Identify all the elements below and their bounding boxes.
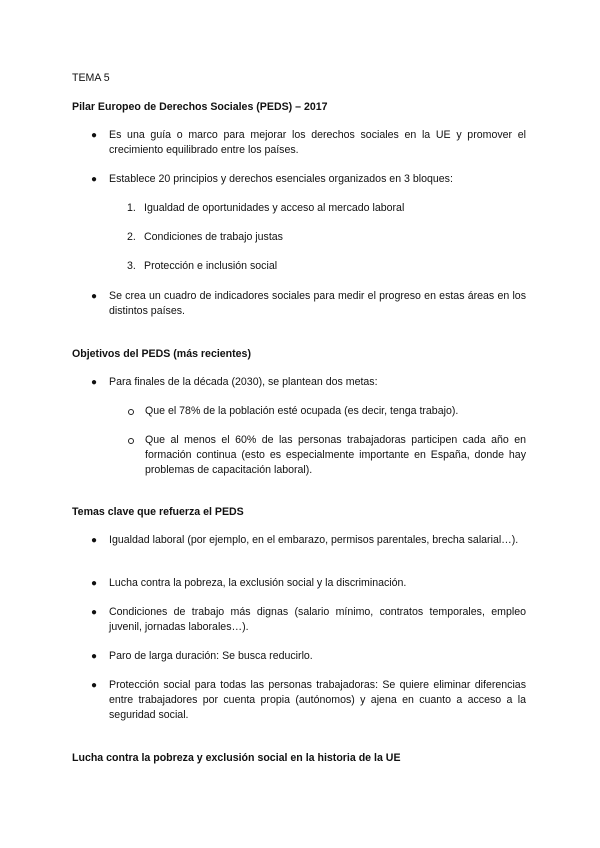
hollow-bullet-icon [128, 438, 134, 444]
bullet-icon: ● [91, 174, 98, 185]
bullet-text: Condiciones de trabajo más dignas (salario mínimo, contratos temporales, empleo juvenil, jornadas laborales…). [109, 606, 526, 633]
list-number: 2. [127, 231, 136, 243]
bullet-text: Igualdad laboral (por ejemplo, en el embarazo, permisos parentales, brecha salarial…). [109, 534, 519, 546]
list-item: Protección e inclusión social [144, 260, 278, 272]
hollow-bullet-icon [128, 409, 134, 415]
section-heading-peds: Pilar Europeo de Derechos Sociales (PEDS) – 2017 [72, 101, 328, 113]
section-heading-objetivos: Objetivos del PEDS (más recientes) [72, 348, 251, 360]
bullet-text: Se crea un cuadro de indicadores sociales para medir el progreso en estas áreas en los distintos países. [109, 290, 526, 317]
sub-bullet-text: Que al menos el 60% de las personas trabajadoras participen cada año en formación continua (esto es especialmente importante en España, donde hay problemas de capacitación laboral). [145, 434, 526, 476]
list-number: 1. [127, 202, 136, 214]
bullet-icon: ● [91, 680, 98, 691]
section-heading-temas: Temas clave que refuerza el PEDS [72, 506, 244, 518]
bullet-icon: ● [91, 377, 98, 388]
bullet-icon: ● [91, 651, 98, 662]
list-item: Igualdad de oportunidades y acceso al mercado laboral [144, 202, 405, 214]
bullet-text: Es una guía o marco para mejorar los derechos sociales en la UE y promover el crecimiento equilibrado entre los países. [109, 129, 526, 156]
bullet-text: Protección social para todas las personas trabajadoras: Se quiere eliminar diferencias entre trabajadores por cuenta propia (autónomos) y ajena en cuanto a acceso a la seguridad social. [109, 679, 526, 721]
bullet-icon: ● [91, 291, 98, 302]
bullet-icon: ● [91, 578, 98, 589]
bullet-icon: ● [91, 130, 98, 141]
bullet-text: Lucha contra la pobreza, la exclusión social y la discriminación. [109, 577, 407, 589]
document-title: TEMA 5 [72, 72, 110, 84]
bullet-text: Establece 20 principios y derechos esenciales organizados en 3 bloques: [109, 173, 453, 185]
bullet-icon: ● [91, 607, 98, 618]
bullet-text: Paro de larga duración: Se busca reducirlo. [109, 650, 313, 662]
list-number: 3. [127, 260, 136, 272]
sub-bullet-text: Que el 78% de la población esté ocupada (es decir, tenga trabajo). [145, 405, 459, 417]
bullet-icon: ● [91, 535, 98, 546]
bullet-text: Para finales de la década (2030), se plantean dos metas: [109, 376, 378, 388]
section-heading-lucha: Lucha contra la pobreza y exclusión social en la historia de la UE [72, 752, 401, 764]
list-item: Condiciones de trabajo justas [144, 231, 283, 243]
